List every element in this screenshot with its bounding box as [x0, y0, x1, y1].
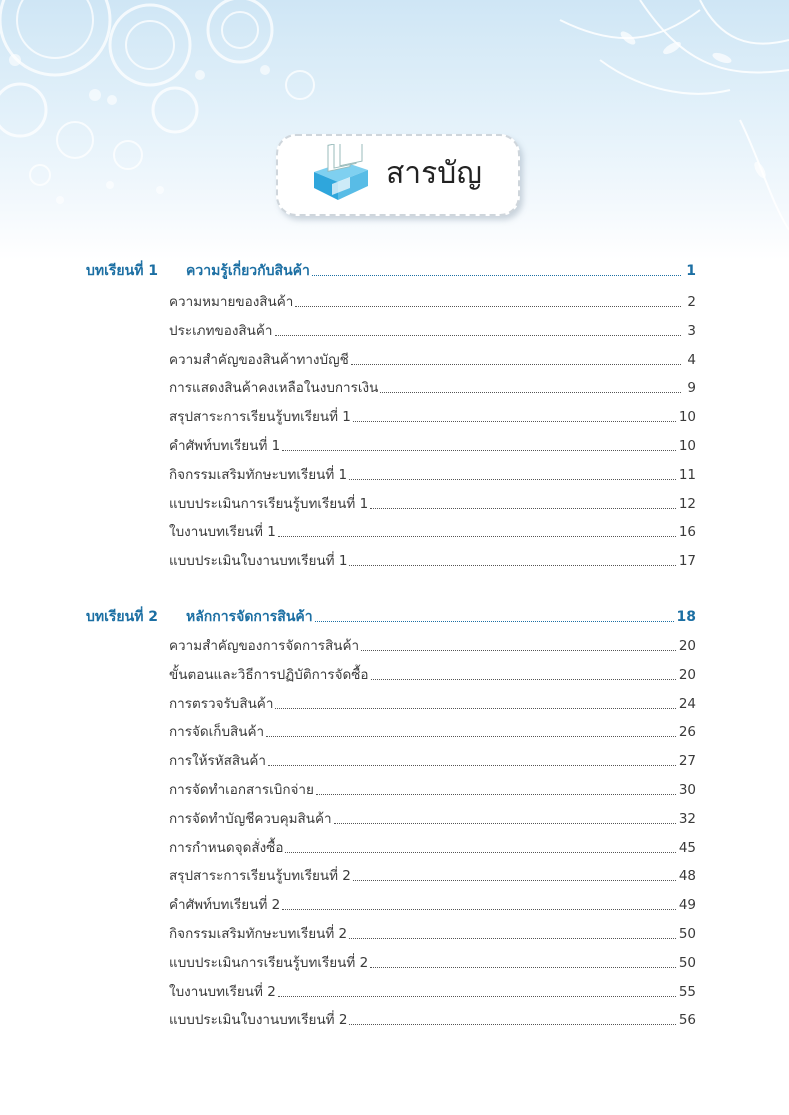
toc-item[interactable]: [169, 293, 696, 311]
toc-item-label: การจัดทำบัญชีควบคุมสินค้า: [169, 810, 332, 827]
toc-item[interactable]: [169, 466, 696, 484]
dot-leader: [266, 736, 676, 737]
toc-item[interactable]: [169, 322, 696, 340]
chapter-title: หลักการจัดการสินค้า: [186, 609, 313, 625]
toc-item[interactable]: [169, 983, 696, 1001]
chapter-number: บทเรียนที่ 2: [86, 609, 159, 625]
dot-leader: [334, 823, 676, 824]
dot-leader: [282, 909, 676, 910]
toc-item[interactable]: [169, 839, 696, 857]
toc-item[interactable]: [169, 351, 696, 369]
dot-leader: [285, 852, 675, 853]
toc-item-page-number: 55: [678, 983, 696, 1000]
toc-item[interactable]: [169, 408, 696, 426]
toc-item-label: ความสำคัญของการจัดการสินค้า: [169, 638, 360, 654]
toc-item-label: การแสดงสินค้าคงเหลือในงบการเงิน: [169, 380, 379, 397]
page-title: สารบัญ: [386, 156, 482, 191]
chapter-title: ความรู้เกี่ยวกับสินค้า: [186, 263, 310, 279]
toc-item-label: ใบงานบทเรียนที่ 1: [169, 524, 276, 541]
toc-item-label: แบบประเมินใบงานบทเรียนที่ 1: [169, 553, 348, 570]
toc-item-page-number: 56: [678, 1012, 696, 1029]
toc-item[interactable]: [169, 896, 696, 914]
toc-item-page-number: 4: [687, 351, 696, 368]
toc-item-page-number: 50: [678, 926, 696, 942]
toc-item-page-number: 9: [687, 380, 696, 397]
toc-item-label: ขั้นตอนและวิธีการปฏิบัติการจัดซื้อ: [169, 666, 369, 683]
chapter-page-number: 18: [676, 609, 696, 625]
toc-item-page-number: 20: [678, 638, 696, 654]
chapter-entry[interactable]: [86, 608, 696, 626]
dot-leader: [275, 708, 675, 709]
toc-item-page-number: 45: [678, 839, 696, 856]
toc-item-page-number: 49: [678, 897, 696, 914]
toc-item[interactable]: [169, 752, 696, 770]
toc-item-page-number: 2: [687, 294, 696, 310]
toc-item[interactable]: [169, 867, 696, 885]
toc-item-label: การตรวจรับสินค้า: [169, 695, 274, 712]
chapter-label: [86, 262, 312, 280]
toc-item[interactable]: [169, 810, 696, 828]
dot-leader: [361, 650, 676, 651]
toc-item[interactable]: [169, 1011, 696, 1029]
toc-item[interactable]: [169, 954, 696, 972]
toc-item-page-number: 16: [678, 524, 696, 541]
toc-item-label: ใบงานบทเรียนที่ 2: [169, 983, 276, 1000]
toc-item[interactable]: [169, 437, 696, 455]
toc-item[interactable]: [169, 925, 696, 943]
toc-item[interactable]: [169, 666, 696, 684]
toc-item[interactable]: [169, 552, 696, 570]
dot-leader: [351, 364, 681, 365]
toc-item-page-number: 27: [678, 753, 696, 770]
toc-item-label: ประเภทของสินค้า: [169, 322, 273, 339]
toc-item-page-number: 50: [678, 954, 696, 971]
toc-item-label: แบบประเมินการเรียนรู้บทเรียนที่ 1: [169, 495, 369, 512]
dot-leader: [315, 621, 674, 622]
toc-item[interactable]: [169, 495, 696, 513]
toc-item-label: การให้รหัสสินค้า: [169, 753, 266, 770]
dot-leader: [275, 335, 682, 336]
dot-leader: [349, 938, 676, 939]
dot-leader: [353, 421, 676, 422]
toc-item[interactable]: [169, 695, 696, 713]
toc-item-page-number: 11: [678, 466, 696, 483]
dot-leader: [282, 450, 676, 451]
toc-item-page-number: 10: [678, 438, 696, 454]
toc-item-page-number: 24: [678, 695, 696, 712]
toc-item-label: ความสำคัญของสินค้าทางบัญชี: [169, 351, 349, 368]
chapter-page-number: 1: [686, 263, 696, 279]
toc-item[interactable]: [169, 781, 696, 799]
toc-item-label: กิจกรรมเสริมทักษะบทเรียนที่ 1: [169, 466, 348, 483]
dot-leader: [353, 880, 676, 881]
toc-item-label: แบบประเมินใบงานบทเรียนที่ 2: [169, 1012, 348, 1029]
toc-item[interactable]: [169, 523, 696, 541]
dot-leader: [278, 996, 676, 997]
toc-item-label: การจัดทำเอกสารเบิกจ่าย: [169, 782, 314, 798]
dot-leader: [268, 765, 676, 766]
toc-item[interactable]: [169, 723, 696, 741]
toc-item-label: กิจกรรมเสริมทักษะบทเรียนที่ 2: [169, 926, 348, 942]
toc-item-label: การกำหนดจุดสั่งซื้อ: [169, 839, 284, 856]
toc-item-label: การจัดเก็บสินค้า: [169, 724, 265, 741]
toc-item-label: ความหมายของสินค้า: [169, 294, 294, 310]
dot-leader: [349, 565, 675, 566]
toc-item-page-number: 10: [678, 409, 696, 426]
dot-leader: [312, 275, 681, 276]
chapter-number: บทเรียนที่ 1: [86, 263, 159, 279]
dot-leader: [349, 479, 676, 480]
toc-item-page-number: 17: [678, 553, 696, 570]
dot-leader: [278, 536, 676, 537]
toc-item-label: สรุปสาระการเรียนรู้บทเรียนที่ 2: [169, 868, 351, 885]
dot-leader: [371, 679, 676, 680]
toc-item-label: แบบประเมินการเรียนรู้บทเรียนที่ 2: [169, 954, 369, 971]
dot-leader: [370, 967, 676, 968]
dot-leader: [370, 508, 676, 509]
dot-leader: [349, 1024, 675, 1025]
toc-item-page-number: 3: [687, 322, 696, 339]
toc-item[interactable]: [169, 379, 696, 397]
dot-leader: [316, 794, 676, 795]
toc-item-label: คำศัพท์บทเรียนที่ 2: [169, 897, 281, 914]
toc-item-page-number: 26: [678, 724, 696, 741]
toc-item-page-number: 12: [678, 495, 696, 512]
dot-leader: [380, 392, 681, 393]
toc-item-page-number: 30: [678, 782, 696, 798]
toc-item-page-number: 48: [678, 868, 696, 885]
toc-item-page-number: 20: [678, 666, 696, 683]
toc-item[interactable]: [169, 637, 696, 655]
chapter-entry[interactable]: [86, 262, 696, 280]
chapter-label: [86, 608, 315, 626]
toc-item-label: คำศัพท์บทเรียนที่ 1: [169, 438, 281, 454]
toc-item-page-number: 32: [678, 810, 696, 827]
dot-leader: [295, 306, 681, 307]
toc-item-label: สรุปสาระการเรียนรู้บทเรียนที่ 1: [169, 409, 351, 426]
